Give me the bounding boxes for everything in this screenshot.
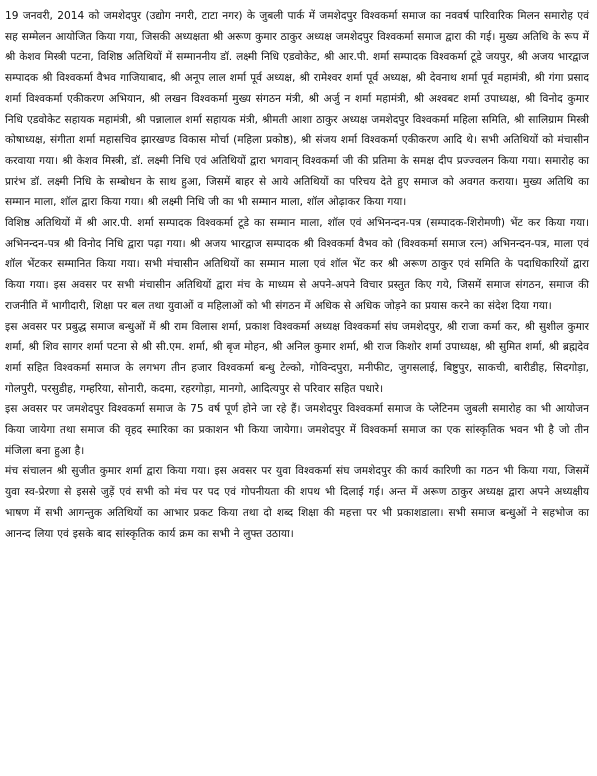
paragraph-event-overview: 19 जनवरी, 2014 को जमशेदपुर (उद्योग नगरी, टाटा नगर) के जुबली पार्क में जमशेदपुर विश्वकर्मा समाज का नववर्ष पारिवारिक मिलन समारोह एवं सह सम्मेलन आयोजित किया गया, जिसकी अध्यक्षता श्री अरूण कुमार ठाकुर अध्यक्ष जमशेदपुर विश्वकर्मा समाज द्वारा की गई। मुख्य अतिथि के रूप में श्री केशव मिस्त्री पटना, विशिष्ठ अतिथियों में सम्माननीय डॉ. लक्ष्मी निधि एडवोकेट, श्री आर.पी. शर्मा सम्पादक विश्वकर्मा टूडे जयपुर, श्री अजय भारद्वाज सम्पादक श्री विश्वकर्मा वैभव गाजियाबाद, श्री अनूप लाल शर्मा पूर्व अध्यक्ष, श्री रामेश्वर शर्मा पूर्व अध्यक्ष, श्री देवनाथ शर्मा पूर्व महामंत्री, श्री गंगा प्रसाद शर्मा विश्वकर्मा एकीकरण अभियान, श्री लखन विश्वकर्मा मुख्य संगठन मंत्री, श्री अर्जु न शर्मा महामंत्री, श्री अश्वबट शर्मा उपाध्यक्ष, श्री विनोद कुमार निधि एडवोकेट सहायक महामंत्री, श्री पन्नालाल शर्मा सहायक मंत्री, श्रीमती आशा ठाकुर अध्यक्ष जमशेदपुर विश्वकर्मा महिला समिति, श्री सालिग्राम मिस्त्री कोषाध्यक्ष, संगीता शर्मा महासचिव झारखण्ड विकास मोर्चा (महिला प्रकोष्ठ), श्री संजय शर्मा विश्वकर्मा एकीकरण आदि थे। सभी अतिथियों को मंचासीन करवाया गया। श्री केशव मिस्त्री, डॉ. लक्ष्मी निधि एवं अतिथियों द्वारा भगवान् विश्वकर्मा जी की प्रतिमा के समक्ष दीप प्रज्ज्वलन किया गया। समारोह का प्रारंभ डॉ. लक्ष्मी निधि के सम्बोधन के साथ हुआ, जिसमें बाहर से आये अतिथियों का परिचय देते हुए समाज को अवगत कराया। मुख्य अतिथि का सम्मान माला, शॉल द्वारा किया गया। श्री लक्ष्मी निधि जी का भी सम्मान माला, शॉल ओढ़ाकर किया गया। xyxy=(5,10,589,209)
paragraph-platinum-jubilee: इस अवसर पर जमशेदपुर विश्वकर्मा समाज के 75 वर्ष पूर्ण होने जा रहे हैं। जमशेदपुर विश्वकर्मा समाज के प्लेटिनम जुबली समारोह का भी आयोजन किया जायेगा तथा समाज की वृहद स्मारिका का प्रकाशन भी किया जायेगा। जमशेदपुर में विश्वकर्मा समाज का एक सांस्कृतिक भवन भी है जो तीन मंजिला बना हुआ है। xyxy=(5,403,589,457)
paragraph-closing: मंच संचालन श्री सुजीत कुमार शर्मा द्वारा किया गया। इस अवसर पर युवा विश्वकर्मा संघ जमशेदपुर की कार्य कारिणी का गठन भी किया गया, जिसमें युवा स्व-प्रेरणा से इससे जुड़ें एवं सभी को मंच पर पद एवं गोपनीयता की शपथ भी दिलाई गई। अन्त में अरूण ठाकुर अध्यक्ष द्वारा अपने अध्यक्षीय भाषण में सभी आगन्तुक अतिथियों का आभार प्रकट किया तथा दो शब्द शिक्षा की महत्ता पर भी प्रकाशडाला। सभी समाज बन्धुओं ने सहभोज का आनन्द लिया एवं इसके बाद सांस्कृतिक कार्य क्रम का सभी ने लुफ्त उठाया। xyxy=(5,465,589,540)
paragraph-guest-honours: विशिष्ठ अतिथियों में श्री आर.पी. शर्मा सम्पादक विश्वकर्मा टूडे का सम्मान माला, शॉल एवं अभिनन्दन-पत्र (सम्पादक-शिरोमणी) भेंट कर किया गया। अभिनन्दन-पत्र श्री विनोद निधि द्वारा पढ़ा गया। श्री अजय भारद्वाज सम्पादक श्री विश्वकर्मा वैभव को (विश्वकर्मा समाज रत्न) अभिनन्दन-पत्र, माला एवं शॉल भेंटकर सम्मानित किया गया। सभी मंचासीन अतिथियों का सम्मान माला एवं शॉल भेंट कर श्री अरूण ठाकुर एवं समिति के पदाधिकारियों द्वारा किया गया। इस अवसर पर सभी मंचासीन अतिथियों द्वारा मंच के माध्यम से अपने-अपने विचार प्रस्तुत किए गये, जिसमें समाज संगठन, समाज की राजनीति में भागीदारी, शिक्षा पर बल तथा युवाओं व महिलाओं को भी संगठन में अधिक से अधिक जोड़ने का प्रयास करने का संदेश दिया गया। xyxy=(5,217,589,312)
paragraph-attendees: इस अवसर पर प्रबुद्ध समाज बन्धुओं में श्री राम विलास शर्मा, प्रकाश विश्वकर्मा अध्यक्ष विश्वकर्मा संघ जमशेदपुर, श्री राजा कर्मा कर, श्री सुशील कुमार शर्मा, श्री शिव सागर शर्मा पटना से श्री सी.एम. शर्मा, श्री बृज मोहन, श्री अनिल कुमार शर्मा, श्री राज किशोर शर्मा उपाध्यक्ष, श्री सुमित शर्मा, श्री ब्रह्मदेव शर्मा सहित विश्वकर्मा समाज के लगभग तीन हजार विश्वकर्मा बन्धु टेल्को, गोविन्दपुरा, मनीफीट, जुगसलाई, बिष्टुपुर, साकची, बारीडीह, सिदगोड़ा, गोलपुरी, परसुडीह, गम्हरिया, सोनारी, कदमा, रहरगोड़ा, मानगो, आदित्यपुर से परिवार सहित पधारे। xyxy=(5,320,589,395)
